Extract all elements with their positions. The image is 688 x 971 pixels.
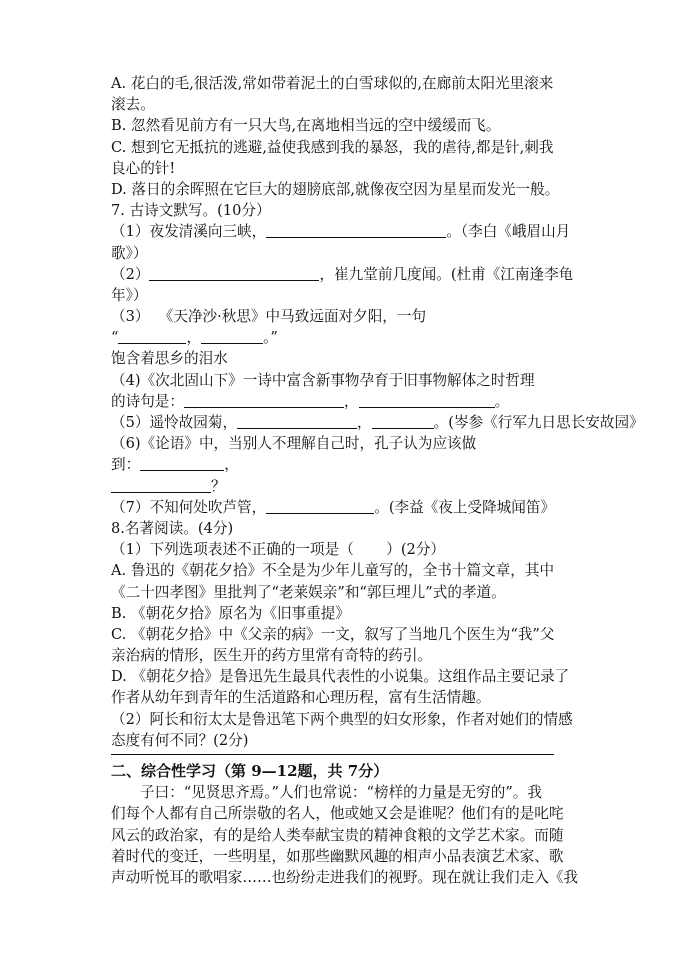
q7-6-line1: （6)《论语》中，当别人不理解自己时，孔子认为应该做 <box>111 435 477 453</box>
comma: ， <box>343 392 359 410</box>
q7-1-source: 。（李白《峨眉山月 <box>446 223 571 241</box>
q7-5-prompt: （5）遥怜故园菊， <box>111 414 238 431</box>
option-b: B. 忽然看见前方有一只大鸟,在离地相当远的空中缓缓而飞。 <box>111 117 501 135</box>
answer-blank[interactable] <box>372 413 434 429</box>
option-c-line2: 良心的针! <box>111 159 176 177</box>
comma: ， <box>357 414 372 431</box>
open-quote: “ <box>111 329 119 347</box>
comma: ， <box>224 456 239 474</box>
answer-blank[interactable] <box>184 392 344 408</box>
q7-1-line1 <box>111 221 609 242</box>
answer-blank[interactable] <box>237 413 357 429</box>
q7-3-line3: 饱含着思乡的泪水 <box>111 350 228 368</box>
q8-option-d-line1: D. 《朝花夕拾》是鲁迅先生最具代表性的小说集。这组作品主要记录了 <box>111 668 570 686</box>
q8-2-line1: （2）阿长和衍太太是鲁迅笔下两个典型的妇女形象，作者对她们的情感 <box>111 710 573 728</box>
paragraph-line-5: 声动听悦耳的歌唱家……也纷纷走进我们的视野。现在就让我们走入《我 <box>111 868 579 886</box>
option-d: D. 落日的余晖照在它巨大的翅膀底部,就像夜空因为星星而发光一般。 <box>111 180 560 198</box>
answer-blank[interactable] <box>201 328 263 344</box>
paragraph-line-2: 们每个人都有自己所崇敬的名人，他或她又会是谁呢？他们有的是叱咤 <box>111 805 564 823</box>
answer-blank[interactable] <box>149 265 319 281</box>
q7-6-prompt: 到： <box>111 456 141 474</box>
comma: ， <box>186 329 202 347</box>
q7-2-line2: 年》） <box>111 286 148 304</box>
q7-5-line <box>111 412 644 433</box>
answer-line[interactable] <box>111 754 554 755</box>
q7-6-line3 <box>111 476 609 497</box>
document-page <box>111 73 644 888</box>
q7-7-prompt: （7）不知何处吹芦管， <box>111 498 267 516</box>
answer-blank[interactable] <box>118 328 186 344</box>
paragraph-line-4: 着时代的变迁，一些明星，如那些幽默风趣的相声小品表演艺术家、歌 <box>111 847 564 865</box>
q7-5-source: 。(岑参《行军九日思长安故园》 <box>433 414 644 431</box>
q7-4-line1: （4)《次北固山下》一诗中富含新事物孕育于旧事物解体之时哲理 <box>111 371 535 389</box>
answer-blank[interactable] <box>266 498 374 514</box>
option-a-line2: 滚去。 <box>111 96 155 114</box>
q7-4-prompt: 的诗句是： <box>111 392 184 410</box>
q8-2-line2: 态度有何不同？(2分) <box>111 731 249 749</box>
answer-blank[interactable] <box>359 392 495 408</box>
q7-1-line2: 歌》） <box>111 244 148 262</box>
option-c-line1: C. 想到它无抵抗的逃避,益使我感到我的暴怒，我的虐待,都是针,刺我 <box>111 138 554 156</box>
question-mark: ？ <box>211 477 226 495</box>
q7-7-source: 。(李益《夜上受降城闻笛》 <box>374 498 556 516</box>
q8-option-d-line2: 作者从幼年到青年的生活道路和心理历程，富有生活情趣。 <box>111 689 491 707</box>
q7-7-line <box>111 497 609 518</box>
q8-option-a-line1: A. 鲁迅的《朝花夕拾》不全是为少年儿童写的，全书十篇文章，其中 <box>111 562 555 580</box>
q7-4-line2 <box>111 391 609 412</box>
close-quote: 。” <box>263 329 278 347</box>
q8-option-c-line2: 亲治病的情形，医生开的药方里常有奇特的药引。 <box>111 647 433 665</box>
q7-3-line2 <box>111 327 609 348</box>
q7-6-line2 <box>111 454 609 475</box>
q7-2-prompt: ，崔九堂前几度闻。(杜甫《江南逢李龟 <box>319 265 574 283</box>
q8-option-c-line1: C. 《朝花夕拾》中《父亲的病》一文，叙写了当地几个医生为“我”父 <box>111 625 555 643</box>
q8-option-b: B. 《朝花夕拾》原名为《旧事重提》 <box>111 604 350 622</box>
q8-1-prompt: （1）下列选项表述不正确的一项是（ ）(2分） <box>111 541 446 559</box>
q7-3-line1: （3） 《天净沙·秋思》中马致远面对夕阳，一句 <box>111 308 427 326</box>
q7-2-line1 <box>111 264 609 285</box>
paragraph-line-1: 子曰：“见贤思齐焉。”人们也常说：“榜样的力量是无穷的”。我 <box>140 784 542 802</box>
answer-blank[interactable] <box>111 477 211 493</box>
answer-blank[interactable] <box>266 222 446 238</box>
section-2-title: 二、综合性学习（第 9—12题，共 7分） <box>111 762 389 780</box>
answer-blank[interactable] <box>140 455 224 471</box>
q7-1-prompt: （1）夜发清溪向三峡， <box>111 223 267 241</box>
period: 。 <box>494 392 510 410</box>
paragraph-line-3: 风云的政治家，有的是给人类奉献宝贵的精神食粮的文学艺术家。而随 <box>111 826 564 844</box>
q8-option-a-line2: 《二十四孝图》里批判了“老莱娱亲”和“郭巨埋儿”式的孝道。 <box>111 583 506 601</box>
option-a-line1: A. 花白的毛,很活泼,常如带着泥土的白雪球似的,在廊前太阳光里滚来 <box>111 75 554 92</box>
question-7-title: 7. 古诗文默写。(10分） <box>111 202 271 220</box>
question-8-title: 8.名著阅读。(4分) <box>111 519 234 537</box>
q7-2-number: （2） <box>111 265 150 283</box>
